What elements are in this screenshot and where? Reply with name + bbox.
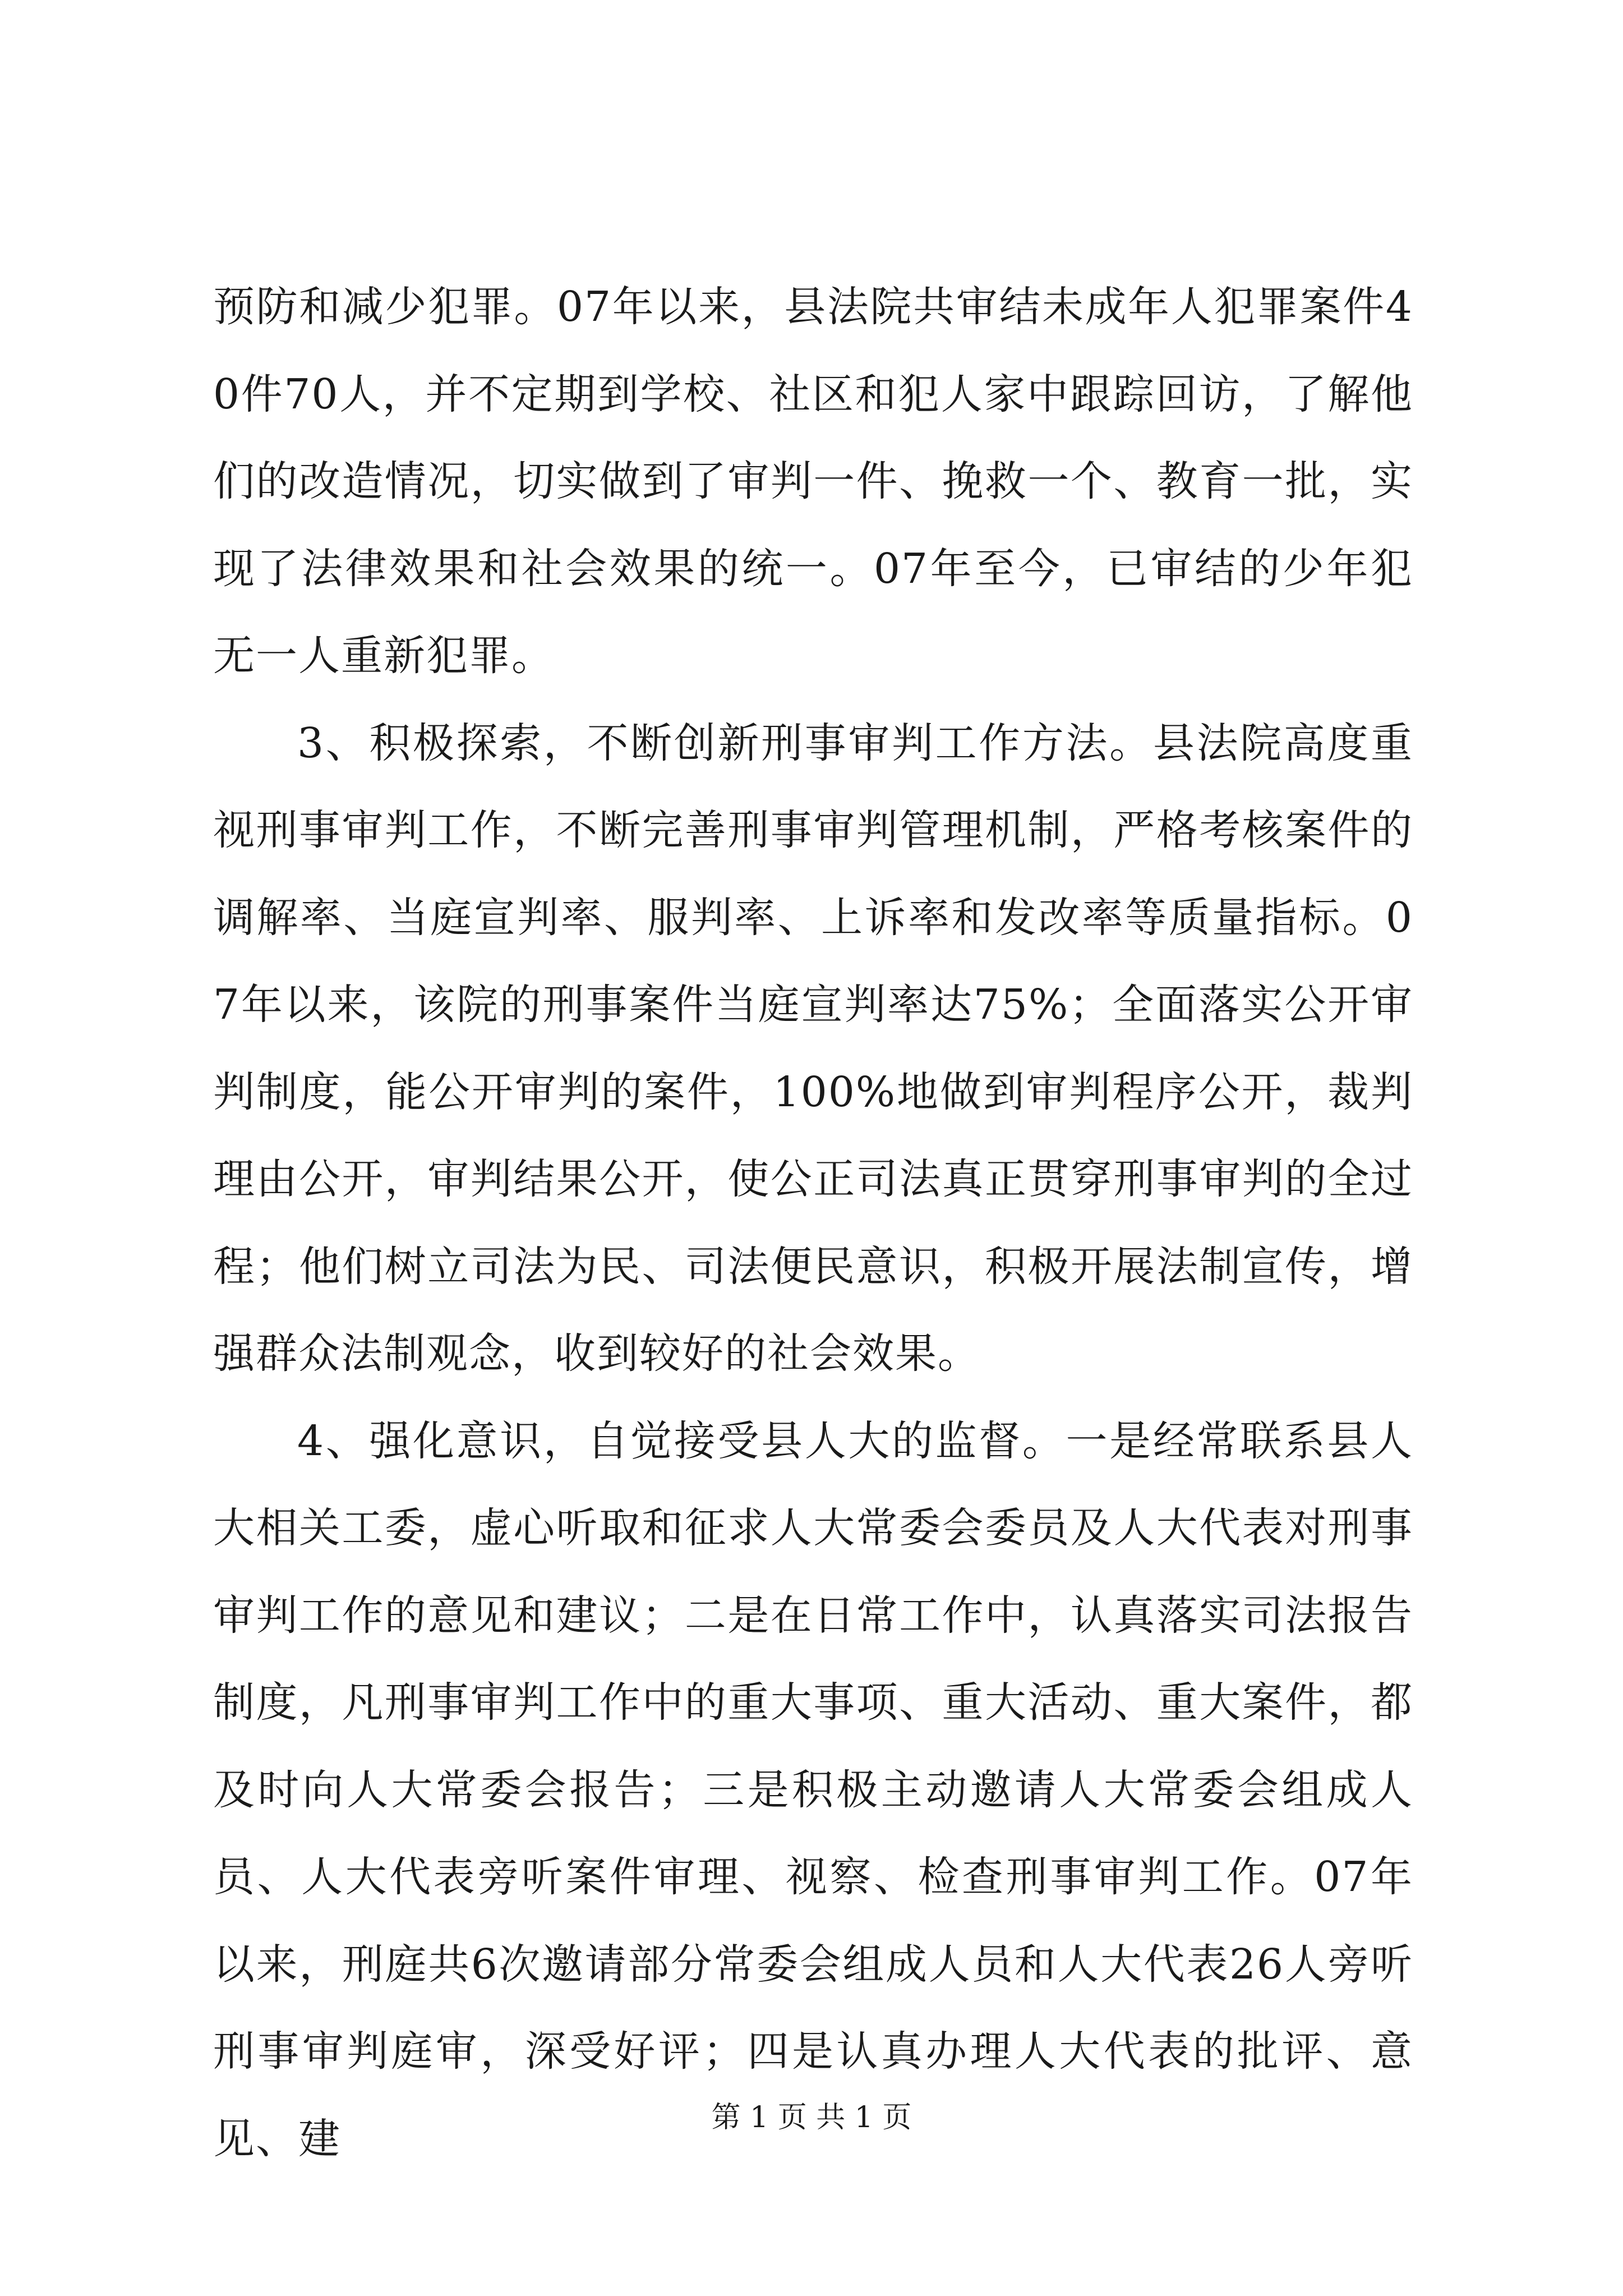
paragraph-3: 4、强化意识，自觉接受县人大的监督。一是经常联系县人大相关工委，虚心听取和征求人大常委会委员及人大代表对刑事审判工作的意见和建议；二是在日常工作中，认真落实司法报告制度，凡刑事审判工作中的重大事项、重大活动、重大案件，都及时向人大常委会报告；三是积极主动邀请人大常委会组成人员、人大代表旁听案件审理、视察、检查刑事审判工作。07年以来，刑庭共6次邀请部分常委会组成人员和人大代表26人旁听刑事审判庭审，深受好评；四是认真办理人大代表的批评、意见、建 (213, 1416, 1413, 2163)
paragraph-2: 3、积极探索，不断创新刑事审判工作方法。县法院高度重视刑事审判工作，不断完善刑事审判管理机制，严格考核案件的调解率、当庭宣判率、服判率、上诉率和发改率等质量指标。07年以来，该院的刑事案件当庭宣判率达75%；全面落实公开审判制度，能公开审判的案件，100%地做到审判程序公开，裁判理由公开，审判结果公开，使公正司法真正贯穿刑事审判的全过程；他们树立司法为民、司法便民意识，积极开展法制宣传，增强群众法制观念，收到较好的社会效果。 (213, 719, 1413, 1378)
page-footer: 第 1 页 共 1 页 (711, 2101, 912, 2134)
document-body (213, 264, 1413, 2183)
paragraph-1: 预防和减少犯罪。07年以来，县法院共审结未成年人犯罪案件40件70人，并不定期到学校、社区和犯人家中跟踪回访，了解他们的改造情况，切实做到了审判一件、挽救一个、教育一批，实现了法律效果和社会效果的统一。07年至今，已审结的少年犯无一人重新犯罪。 (213, 283, 1413, 680)
